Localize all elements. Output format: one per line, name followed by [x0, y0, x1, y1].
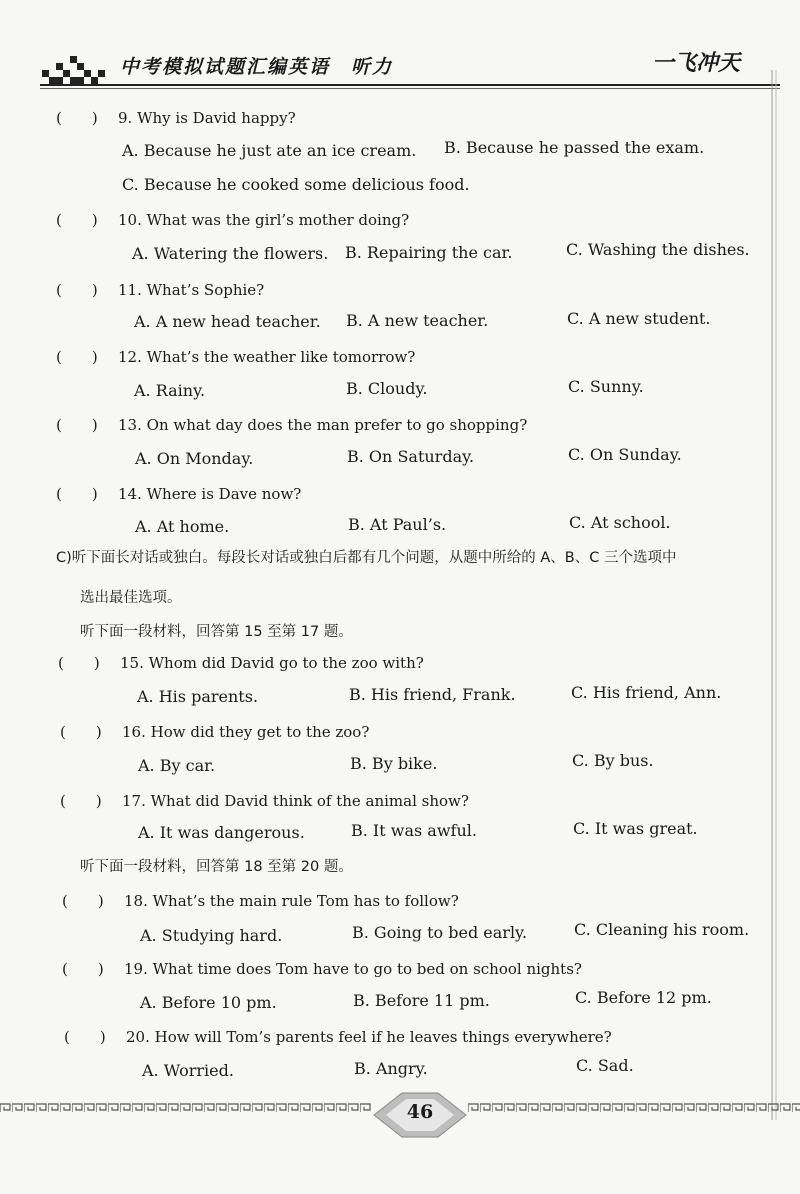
passage-instruction-1: 听下面一段材料，回答第 15 至第 17 题。 [80, 624, 353, 640]
option-c: C. Washing the dishes. [566, 240, 750, 259]
option-a: A. A new head teacher. [134, 312, 321, 331]
question-17 [60, 790, 469, 811]
passage-instruction-2: 听下面一段材料，回答第 18 至第 20 题。 [80, 859, 353, 875]
question-text: What’s the weather like tomorrow? [146, 348, 416, 366]
option-a: A. At home. [135, 517, 230, 536]
option-b: B. Before 11 pm. [353, 991, 490, 1010]
option-c: C. Because he cooked some delicious food. [122, 175, 470, 194]
question-10 [56, 209, 409, 230]
question-number: 13. [118, 416, 142, 434]
answer-bracket[interactable]: ( ) [56, 485, 98, 503]
checker-decoration [42, 56, 106, 84]
option-c: C. At school. [569, 513, 671, 532]
option-c: C. His friend, Ann. [571, 683, 722, 702]
answer-bracket[interactable]: ( ) [60, 723, 102, 741]
option-a: A. Rainy. [134, 381, 206, 400]
option-b: B. Because he passed the exam. [444, 138, 705, 157]
option-b: B. Cloudy. [346, 379, 428, 398]
option-b: B. Repairing the car. [345, 243, 513, 262]
question-13 [56, 414, 527, 435]
question-number: 11. [118, 281, 142, 299]
section-c-instructions-cont: 选出最佳选项。 [80, 590, 182, 606]
page-number: 46 [406, 1101, 434, 1123]
question-15 [58, 652, 424, 673]
answer-bracket[interactable]: ( ) [56, 109, 98, 127]
option-c: C. It was great. [573, 819, 698, 838]
question-text: On what day does the man prefer to go shopping? [146, 416, 528, 434]
option-b: B. It was awful. [351, 821, 477, 840]
question-20 [64, 1026, 612, 1047]
header-title: 中考模拟试题汇编英语 听力 [120, 56, 394, 78]
question-text: How will Tom’s parents feel if he leaves things everywhere? [154, 1028, 612, 1046]
option-b: B. His friend, Frank. [349, 685, 516, 704]
header-rule [40, 84, 780, 86]
option-b: B. A new teacher. [346, 311, 489, 330]
brand-logo: 一飞冲天 [652, 51, 741, 76]
question-text: What was the girl’s mother doing? [146, 211, 410, 229]
page-header [0, 0, 800, 100]
question-number: 12. [118, 348, 142, 366]
question-text: What’s the main rule Tom has to follow? [152, 892, 459, 910]
question-12 [56, 346, 415, 367]
answer-bracket[interactable]: ( ) [56, 281, 98, 299]
question-text: Why is David happy? [137, 109, 296, 127]
option-c: C. A new student. [567, 309, 711, 328]
question-number: 20. [126, 1028, 150, 1046]
option-a: A. Because he just ate an ice cream. [122, 141, 417, 160]
option-b: B. At Paul’s. [348, 515, 447, 534]
option-b: B. Going to bed early. [352, 923, 528, 942]
question-14 [56, 483, 301, 504]
question-text: How did they get to the zoo? [150, 723, 370, 741]
footer-border-left [0, 1103, 372, 1113]
edge-hatch-decoration [770, 70, 786, 1120]
question-number: 15. [120, 654, 144, 672]
option-b: B. On Saturday. [347, 447, 475, 466]
header-rule-thin [40, 88, 780, 89]
question-number: 18. [124, 892, 148, 910]
question-9 [56, 107, 296, 128]
question-18 [62, 890, 459, 911]
question-text: What did David think of the animal show? [150, 792, 469, 810]
option-a: A. Studying hard. [140, 926, 283, 945]
question-16 [60, 721, 369, 742]
option-c: C. Sunny. [568, 377, 644, 396]
answer-bracket[interactable]: ( ) [56, 211, 98, 229]
option-a: A. Watering the flowers. [132, 244, 329, 263]
question-number: 19. [124, 960, 148, 978]
question-11 [56, 279, 264, 300]
option-b: B. By bike. [350, 754, 438, 773]
page-number-badge [372, 1089, 468, 1141]
question-number: 9. [118, 109, 133, 127]
answer-bracket[interactable]: ( ) [62, 892, 104, 910]
option-c: C. Before 12 pm. [575, 988, 712, 1007]
option-c: C. Sad. [576, 1056, 634, 1075]
option-b: B. Angry. [354, 1059, 428, 1078]
answer-bracket[interactable]: ( ) [60, 792, 102, 810]
option-a: A. On Monday. [135, 449, 254, 468]
question-text: What time does Tom have to go to bed on school nights? [152, 960, 582, 978]
question-number: 17. [122, 792, 146, 810]
answer-bracket[interactable]: ( ) [56, 416, 98, 434]
question-text: Where is Dave now? [146, 485, 302, 503]
footer-border-right [468, 1103, 800, 1113]
option-a: A. Before 10 pm. [140, 993, 277, 1012]
question-number: 16. [122, 723, 146, 741]
option-c: C. By bus. [572, 751, 654, 770]
answer-bracket[interactable]: ( ) [58, 654, 100, 672]
option-c: C. On Sunday. [568, 445, 682, 464]
option-a: A. Worried. [142, 1061, 234, 1080]
answer-bracket[interactable]: ( ) [62, 960, 104, 978]
question-number: 10. [118, 211, 142, 229]
option-a: A. His parents. [137, 687, 259, 706]
option-a: A. It was dangerous. [138, 823, 305, 842]
section-c-instructions: C)听下面长对话或独白。每段长对话或独白后都有几个问题，从题中所给的 A、B、C 三个选项中 [56, 550, 677, 566]
question-text: Whom did David go to the zoo with? [148, 654, 424, 672]
option-a: A. By car. [138, 756, 216, 775]
answer-bracket[interactable]: ( ) [64, 1028, 106, 1046]
question-19 [62, 958, 582, 979]
answer-bracket[interactable]: ( ) [56, 348, 98, 366]
question-number: 14. [118, 485, 142, 503]
option-c: C. Cleaning his room. [574, 920, 750, 939]
question-text: What’s Sophie? [146, 281, 265, 299]
